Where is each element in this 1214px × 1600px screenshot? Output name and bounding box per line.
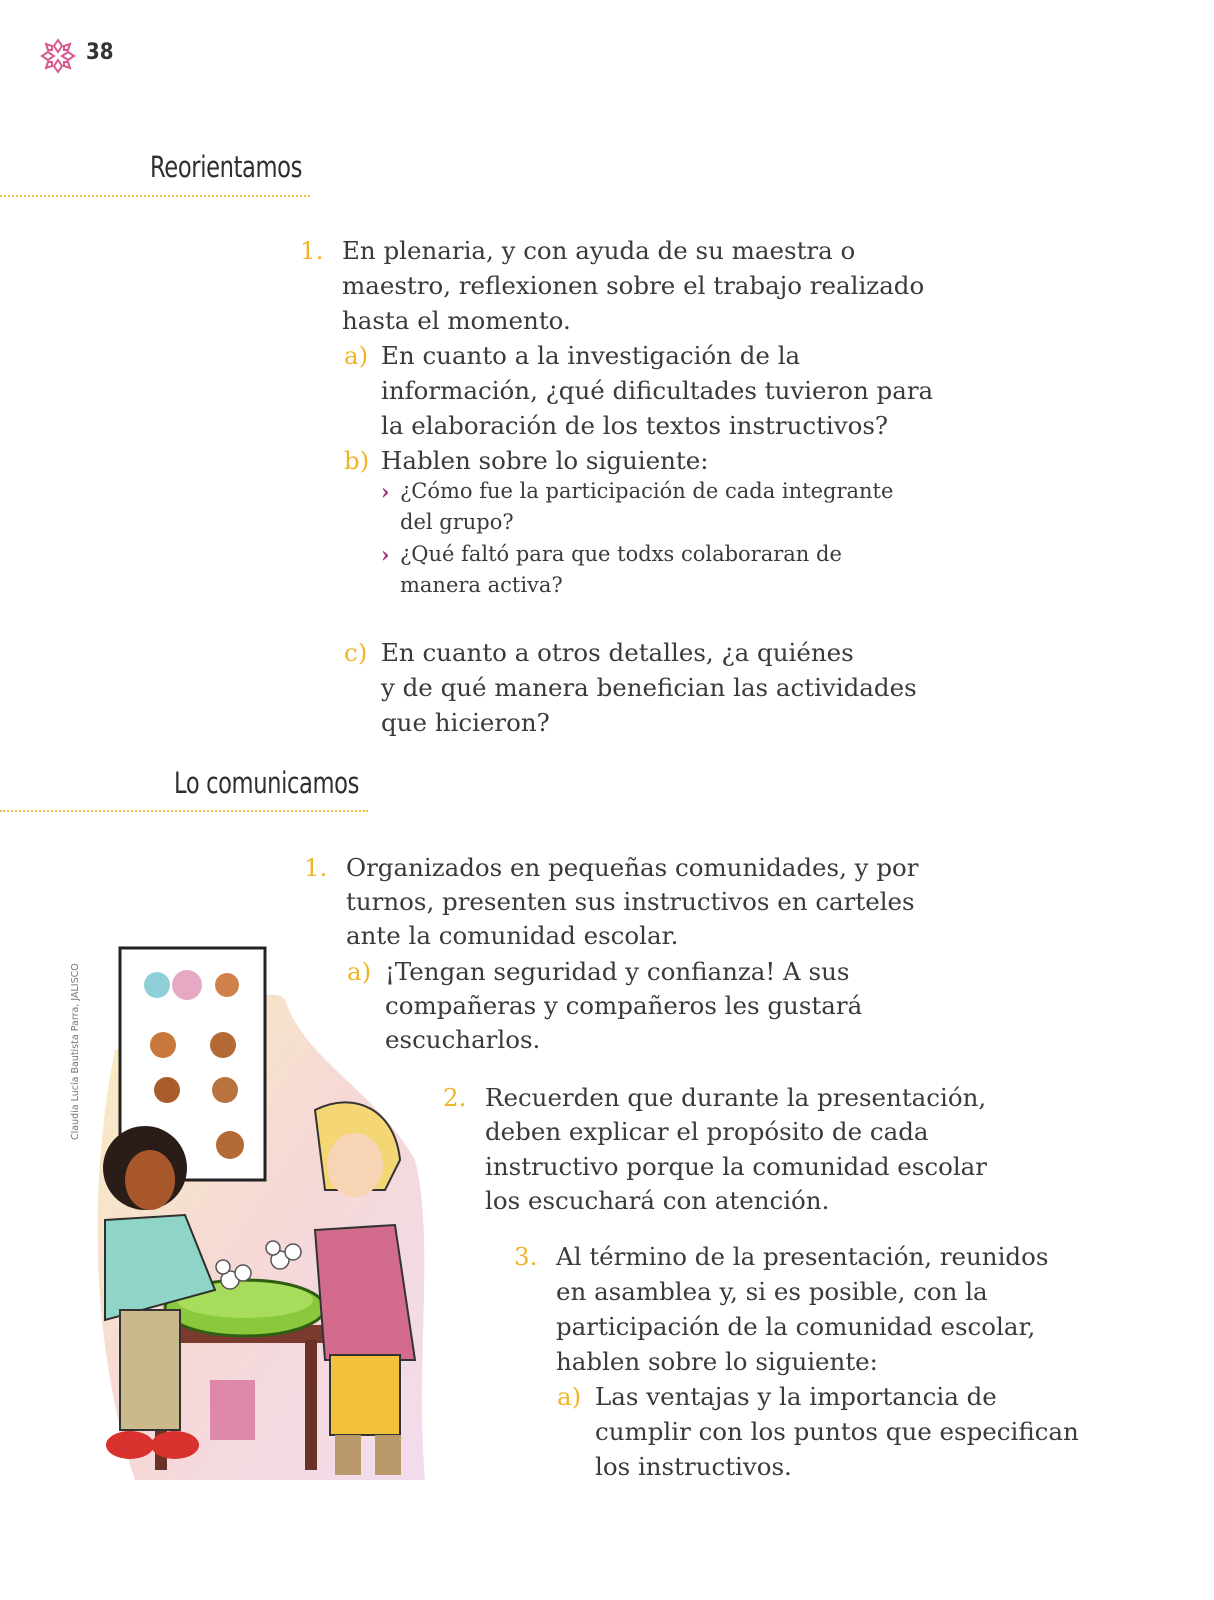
paragraph-line: la elaboración de los textos instructivos?	[381, 411, 889, 440]
paragraph-line: los instructivos.	[595, 1452, 792, 1481]
paragraph-line: en asamblea y, si es posible, con la	[556, 1277, 988, 1306]
paragraph-line: Al término de la presentación, reunidos	[556, 1242, 1049, 1271]
sub-item-letter: a)	[347, 957, 372, 986]
paragraph-line: escucharlos.	[385, 1025, 541, 1054]
paragraph-line: ¡Tengan seguridad y confianza! A sus	[385, 957, 850, 986]
paragraph-line: Las ventajas y la importancia de	[595, 1382, 997, 1411]
bullet-line: manera activa?	[400, 573, 563, 597]
illustration-credit: Claudia Lucía Bautista Parra, JALISCO	[70, 963, 81, 1140]
paragraph-line: instructivo porque la comunidad escolar	[485, 1152, 987, 1181]
paragraph-line: Hablen sobre lo siguiente:	[381, 446, 709, 475]
sub-item-letter: a)	[557, 1382, 582, 1411]
section-divider	[0, 810, 368, 812]
bullet-line: del grupo?	[400, 510, 514, 534]
sub-item-letter: b)	[344, 446, 370, 475]
bullet-marker: ›	[381, 479, 390, 504]
paragraph-line: maestro, reflexionen sobre el trabajo realizado	[342, 271, 925, 300]
paragraph-line: y de qué manera benefician las actividades	[381, 673, 917, 702]
paragraph-line: deben explicar el propósito de cada	[485, 1117, 929, 1146]
item-number: 1.	[304, 853, 328, 882]
paragraph-line: hablen sobre lo siguiente:	[556, 1347, 878, 1376]
paragraph-line: los escuchará con atención.	[485, 1186, 830, 1215]
paragraph-line: cumplir con los puntos que especifican	[595, 1417, 1079, 1446]
paragraph-line: información, ¿qué dificultades tuvieron para	[381, 376, 934, 405]
item-number: 3.	[514, 1242, 538, 1271]
section-title-lo-comunicamos: Lo comunicamos	[174, 766, 360, 800]
paragraph-line: Recuerden que durante la presentación,	[485, 1083, 987, 1112]
paragraph-line: participación de la comunidad escolar,	[556, 1312, 1036, 1341]
paragraph-line: ante la comunidad escolar.	[346, 921, 679, 950]
handwashing-illustration	[75, 940, 435, 1510]
sub-item-letter: c)	[344, 638, 368, 667]
child-right	[315, 1102, 415, 1475]
paragraph-line: compañeras y compañeros les gustará	[385, 991, 863, 1020]
item-number: 1.	[300, 236, 324, 265]
paragraph-line: En cuanto a la investigación de la	[381, 341, 801, 370]
section-divider	[0, 195, 310, 197]
towel	[210, 1380, 255, 1440]
flower-logo-icon	[40, 38, 76, 74]
paragraph-line: En plenaria, y con ayuda de su maestra o	[342, 236, 856, 265]
sub-item-letter: a)	[344, 341, 369, 370]
bullet-marker: ›	[381, 542, 390, 567]
bullet-line: ¿Cómo fue la participación de cada integrante	[400, 479, 894, 503]
paragraph-line: Organizados en pequeñas comunidades, y por	[346, 853, 919, 882]
paragraph-line: hasta el momento.	[342, 306, 571, 335]
item-number: 2.	[443, 1083, 467, 1112]
section-title-reorientamos: Reorientamos	[150, 150, 303, 184]
paragraph-line: En cuanto a otros detalles, ¿a quiénes	[381, 638, 854, 667]
paragraph-line: turnos, presenten sus instructivos en carteles	[346, 887, 915, 916]
bullet-line: ¿Qué faltó para que todxs colaboraran de	[400, 542, 842, 566]
paragraph-line: que hicieron?	[381, 708, 550, 737]
page-number: 38	[86, 40, 114, 65]
